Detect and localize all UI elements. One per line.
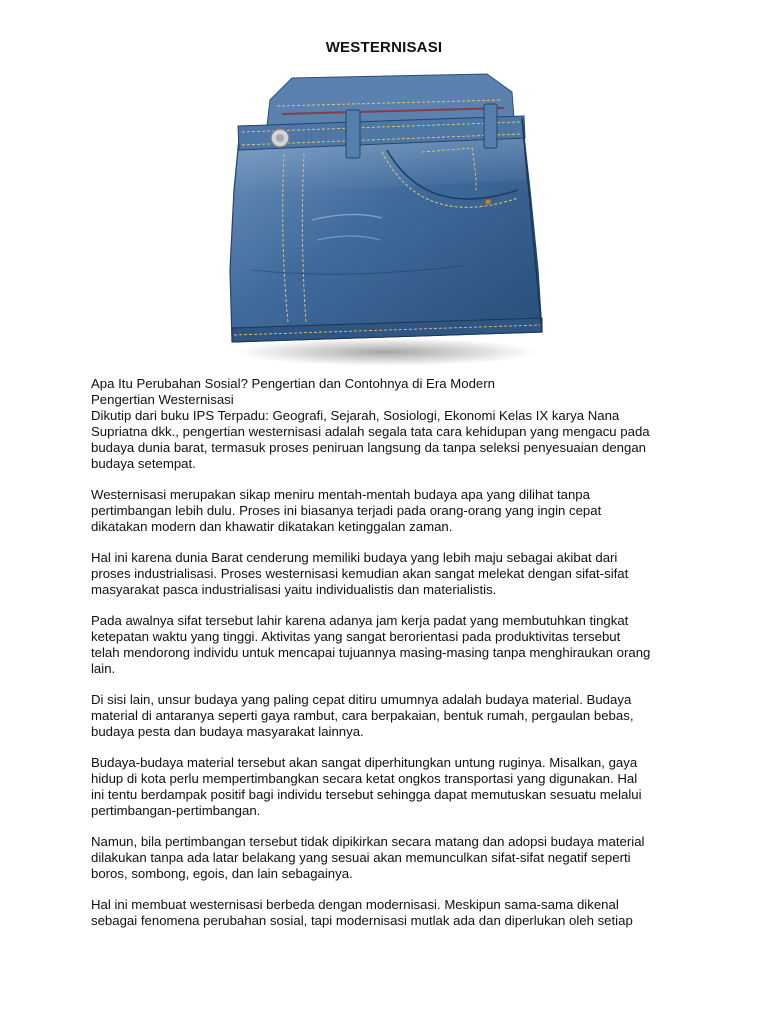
text-line: Westernisasi merupakan sikap meniru mentah-mentah budaya apa yang dilihat tanpa <box>91 487 590 502</box>
article-body <box>91 376 691 944</box>
article-paragraph <box>91 376 691 392</box>
text-line: Apa Itu Perubahan Sosial? Pengertian dan Contohnya di Era Modern <box>91 376 495 391</box>
text-line: budaya pesta dan budaya masyarakat lainnya. <box>91 724 364 739</box>
article-paragraph <box>91 692 691 740</box>
text-line: dilakukan tanpa ada latar belakang yang sesuai akan memunculkan sifat-sifat negatif seperti <box>91 850 631 865</box>
text-line: Pada awalnya sifat tersebut lahir karena adanya jam kerja padat yang membutuhkan tingkat <box>91 613 629 628</box>
article-paragraph <box>91 550 691 598</box>
text-line: Di sisi lain, unsur budaya yang paling cepat ditiru umumnya adalah budaya material. Budaya <box>91 692 632 707</box>
article-paragraph <box>91 897 691 929</box>
text-line: lain. <box>91 661 116 676</box>
text-line: budaya setempat. <box>91 456 196 471</box>
article-paragraph <box>91 408 691 472</box>
text-line: ini tentu berdampak positif bagi individu tersebut sehingga dapat memutuskan sesuatu melalui <box>91 787 642 802</box>
article-paragraph <box>91 613 691 677</box>
text-line: dikatakan modern dan khawatir dikatakan ketinggalan zaman. <box>91 519 453 534</box>
text-line: boros, sombong, egois, dan lain sebagainya. <box>91 866 353 881</box>
article-paragraph <box>91 487 691 535</box>
text-line: Pengertian Westernisasi <box>91 392 234 407</box>
article-paragraph <box>91 834 691 882</box>
article-paragraph <box>91 392 691 408</box>
text-line: Budaya-budaya material tersebut akan sangat diperhitungkan untung ruginya. Misalkan, gaya <box>91 755 638 770</box>
article-paragraph <box>91 755 691 819</box>
document-title: WESTERNISASI <box>325 39 443 56</box>
text-line: ketepatan waktu yang tinggi. Aktivitas yang sangat berorientasi pada produktivitas tersebut <box>91 629 621 644</box>
text-line: proses industrialisasi. Proses westernisasi kemudian akan sangat melekat dengan sifat-sifat <box>91 566 629 581</box>
text-line: pertimbangan-pertimbangan. <box>91 803 261 818</box>
text-line: budaya dunia barat, termasuk proses peniruan langsung da tanpa seleksi penyesuaian dengan <box>91 440 647 455</box>
text-line: material di antaranya seperti gaya rambut, cara berpakaian, bentuk rumah, pergaulan bebas, <box>91 708 634 723</box>
text-line: Namun, bila pertimbangan tersebut tidak dipikirkan secara matang dan adopsi budaya material <box>91 834 645 849</box>
text-line: Hal ini karena dunia Barat cenderung memiliki budaya yang lebih maju sebagai akibat dari <box>91 550 618 565</box>
text-line: hidup di kota perlu mempertimbangkan secara ketat ongkos transportasi yang digunakan. Hal <box>91 771 638 786</box>
text-line: telah mendorong individu untuk mencapai tujuannya masing-masing tanpa menghiraukan orang <box>91 645 651 660</box>
text-line: Dikutip dari buku IPS Terpadu: Geografi, Sejarah, Sosiologi, Ekonomi Kelas IX karya Nana <box>91 408 620 423</box>
text-line: sebagai fenomena perubahan sosial, tapi modernisasi mutlak ada dan diperlukan oleh setiap <box>91 913 633 928</box>
text-line: pertimbangan lebih dulu. Proses ini biasanya terjadi pada orang-orang yang ingin cepat <box>91 503 602 518</box>
text-line: Supriatna dkk., pengertian westernisasi adalah segala tata cara kehidupan yang mengacu pada <box>91 424 650 439</box>
text-line: Hal ini membuat westernisasi berbeda dengan modernisasi. Meskipun sama-sama dikenal <box>91 897 619 912</box>
jeans-image <box>222 70 552 370</box>
text-line: masyarakat pasca industrialisasi yaitu individualistis dan materialistis. <box>91 582 497 597</box>
folded-jeans-illustration <box>222 70 552 370</box>
